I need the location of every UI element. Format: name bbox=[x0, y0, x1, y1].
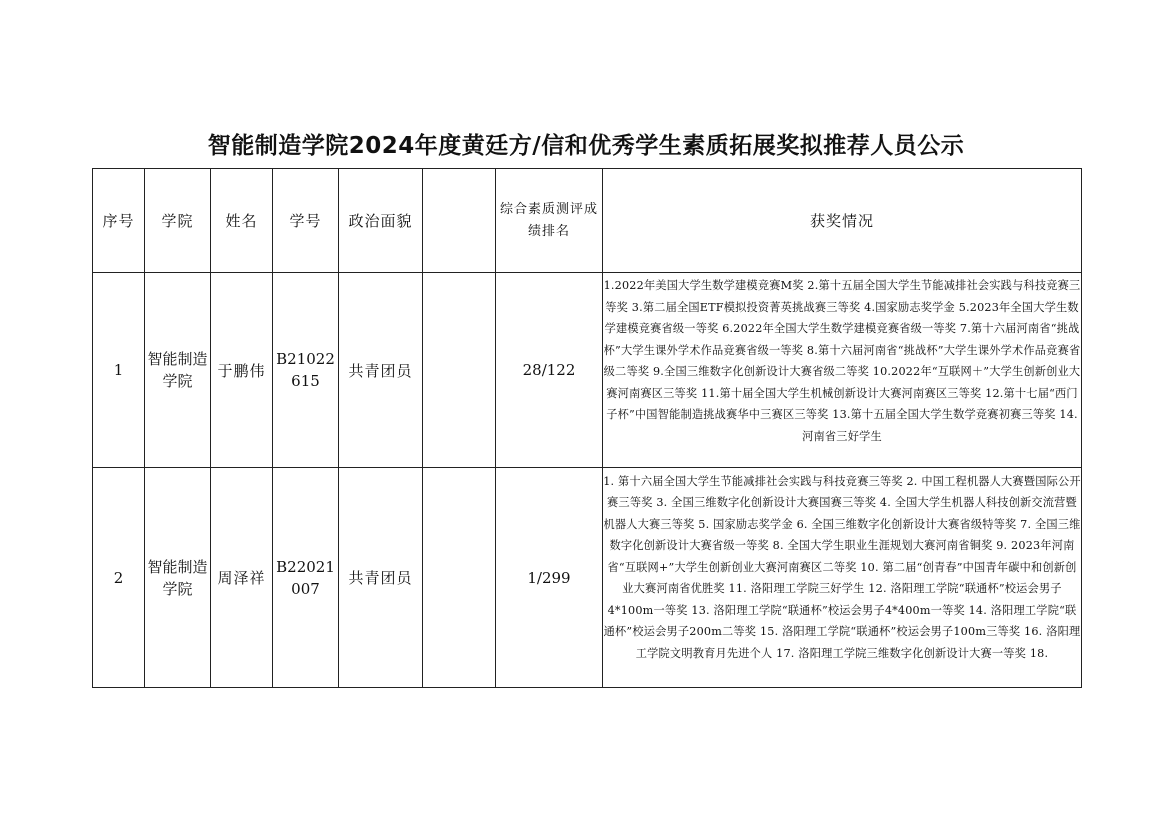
row-name: 周泽祥 bbox=[211, 468, 273, 688]
table-row bbox=[93, 273, 1082, 468]
header-name: 姓名 bbox=[211, 169, 273, 273]
row-blank bbox=[423, 273, 496, 468]
header-awards: 获奖情况 bbox=[603, 169, 1082, 273]
table-row bbox=[93, 468, 1082, 688]
row-blank bbox=[423, 468, 496, 688]
row-politics: 共青团员 bbox=[339, 273, 423, 468]
row-student-id: B21022615 bbox=[273, 273, 339, 468]
row-name: 于鹏伟 bbox=[211, 273, 273, 468]
header-index: 序号 bbox=[93, 169, 145, 273]
row-awards-text: 1.2022年美国大学生数学建模竞赛M奖 2.第十五届全国大学生节能减排社会实践与科技竞赛三等奖 3.第二届全国ETF模拟投资菁英挑战赛三等奖 4.国家励志奖学金 5.2023年全国大学生数学建模竞赛省级一等奖 6.2022年全国大学生数学建模竞赛省级一等奖 7.第十六届河南省“挑战杯”大学生课外学术作品竞赛省级一等奖 8.第十六届河南省“挑战杯”大学生课外学术作品竞赛省级二等奖 9.全国三维数字化创新设计大赛省级二等奖 10.2022年“互联网＋”大学生创新创业大赛河南赛区三等奖 11.第十届全国大学生机械创新设计大赛河南赛区三等奖 12.第十七届“西门子杯”中国智能制造挑战赛华中三赛区三等奖 13.第十五届全国大学生数学竞赛初赛三等奖 14.河南省三好学生 bbox=[603, 279, 1081, 443]
row-college: 智能制造学院 bbox=[145, 468, 211, 688]
row-index: 1 bbox=[93, 273, 145, 468]
page-title: 智能制造学院2024年度黄廷方/信和优秀学生素质拓展奖拟推荐人员公示 bbox=[207, 133, 965, 159]
table-header-row bbox=[93, 169, 1082, 273]
header-blank bbox=[423, 169, 496, 273]
header-student-id: 学号 bbox=[273, 169, 339, 273]
row-rank: 1/299 bbox=[496, 468, 603, 688]
row-awards-text: 1. 第十六届全国大学生节能减排社会实践与科技竞赛三等奖 2. 中国工程机器人大赛暨国际公开赛三等奖 3. 全国三维数字化创新设计大赛国赛三等奖 4. 全国大学生机器人科技创新交流营暨机器人大赛三等奖 5. 国家励志奖学金 6. 全国三维数字化创新设计大赛省级特等奖 7. 全国三维数字化创新设计大赛省级一等奖 8. 全国大学生职业生涯规划大赛河南省铜奖 9. 2023年河南省“互联网+”大学生创新创业大赛河南赛区二等奖 10. 第二届“创青春”中国青年碳中和创新创业大赛河南省优胜奖 11. 洛阳理工学院三好学生 12. 洛阳理工学院“联通杯”校运会男子4*100m一等奖 13. 洛阳理工学院“联通杯”校运会男子4*400m一等奖 14. 洛阳理工学院“联通杯”校运会男子200m二等奖 15. 洛阳理工学院“联通杯”校运会男子100m三等奖 16. 洛阳理工学院文明教育月先进个人 17. 洛阳理工学院三维数字化创新设计大赛一等奖 18. bbox=[603, 474, 1081, 660]
row-politics: 共青团员 bbox=[339, 468, 423, 688]
row-rank: 28/122 bbox=[496, 273, 603, 468]
row-college: 智能制造学院 bbox=[145, 273, 211, 468]
row-awards bbox=[603, 273, 1082, 468]
row-index: 2 bbox=[93, 468, 145, 688]
header-college: 学院 bbox=[145, 169, 211, 273]
header-rank: 综合素质测评成绩排名 bbox=[496, 169, 603, 273]
recommendation-table bbox=[92, 168, 1082, 688]
header-politics: 政治面貌 bbox=[339, 169, 423, 273]
row-student-id: B22021007 bbox=[273, 468, 339, 688]
row-awards bbox=[603, 468, 1082, 688]
